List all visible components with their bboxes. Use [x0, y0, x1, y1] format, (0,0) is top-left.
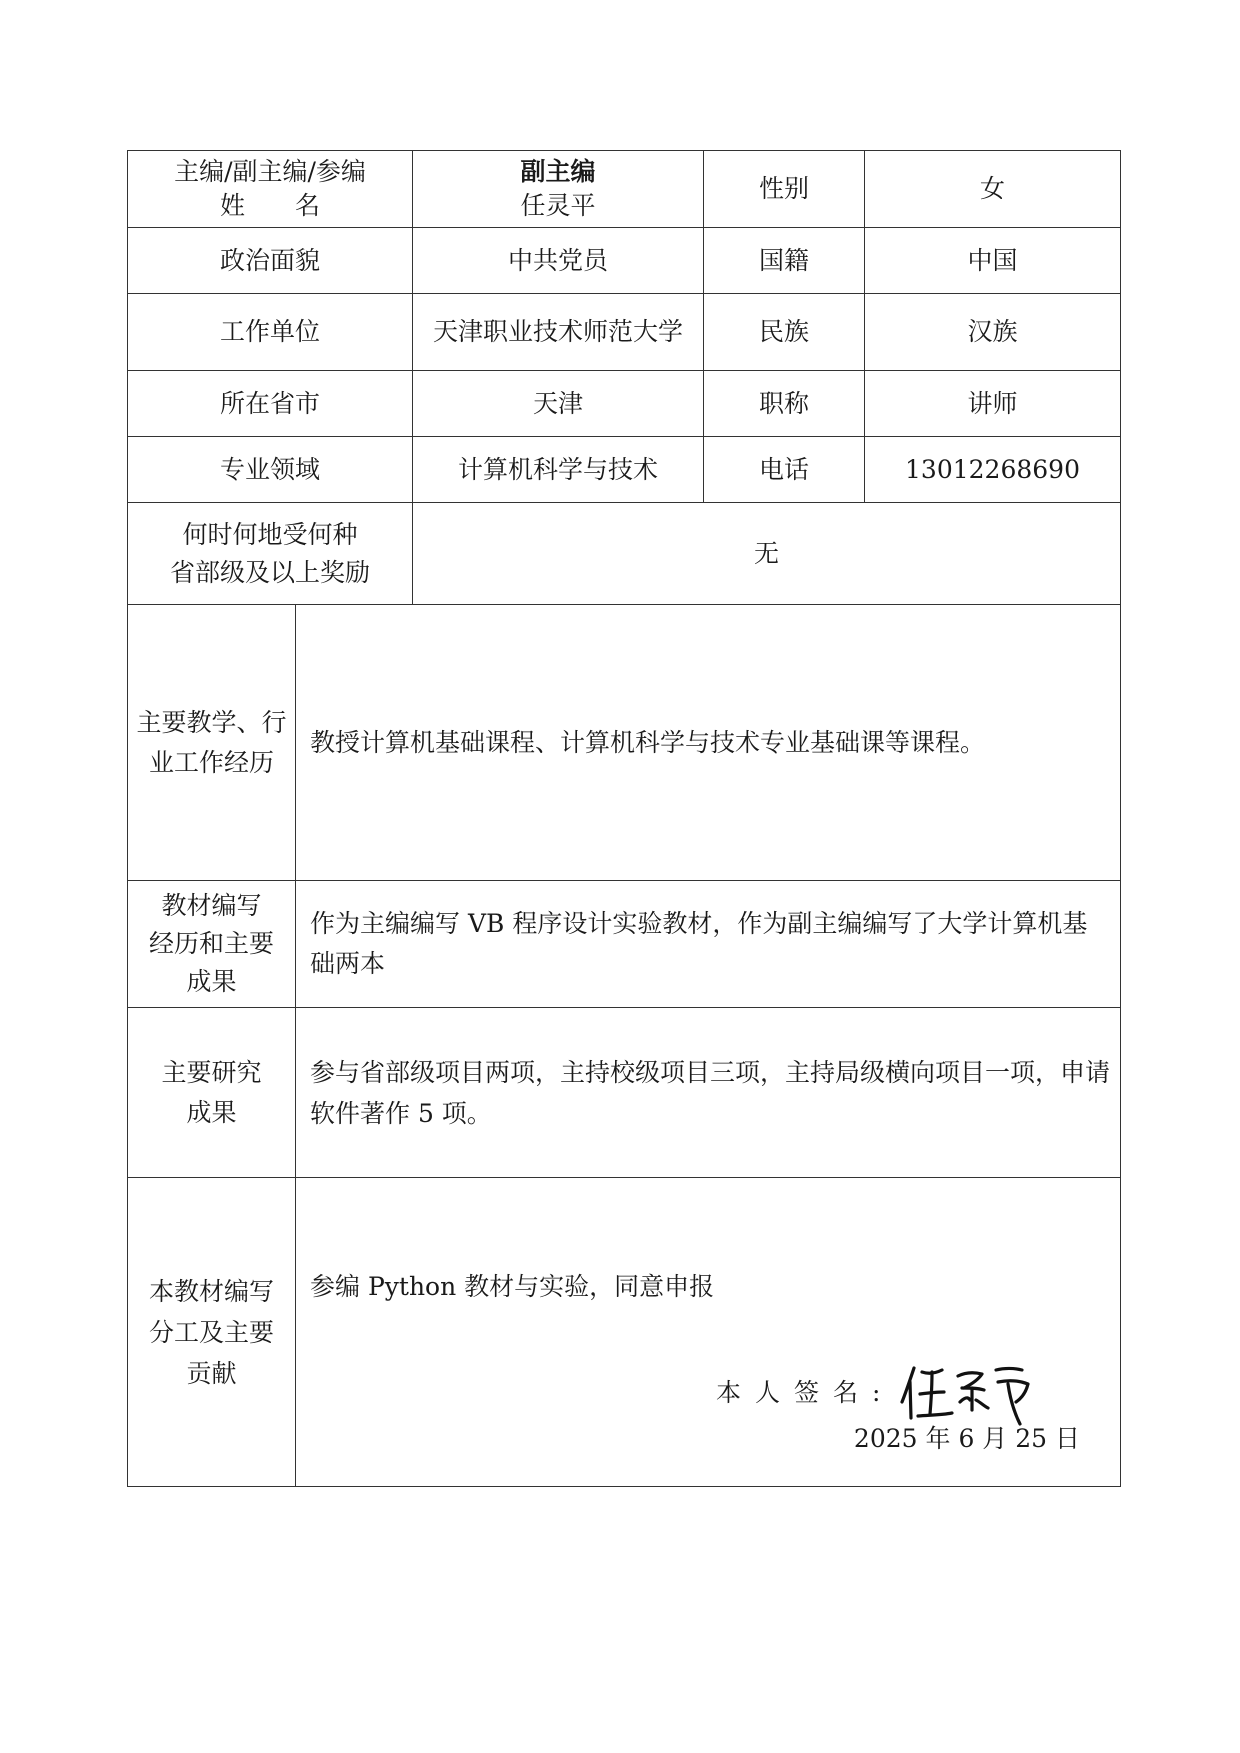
- research-value: 参与省部级项目两项，主持校级项目三项，主持局级横向项目一项，申请软件著作 5 项。: [310, 1057, 1111, 1128]
- org-label-cell: [127, 293, 413, 371]
- nationality-value-cell: [864, 227, 1121, 294]
- city-value-cell: [412, 370, 704, 437]
- title-label-cell: [703, 370, 865, 437]
- field-label: 专业领域: [219, 454, 320, 484]
- experience-value: 教授计算机基础课程、计算机科学与技术专业基础课等课程。: [310, 727, 986, 757]
- contribution-value: 参编 Python 教材与实验，同意申报: [310, 1272, 715, 1301]
- signature-date: 2025 年 6 月 25 日: [853, 1424, 1080, 1453]
- award-label-line2: 省部级及以上奖励: [169, 557, 370, 587]
- textbook-value-cell: [295, 880, 1121, 1008]
- city-label-cell: [127, 370, 413, 437]
- field-label-cell: [127, 436, 413, 503]
- research-label-cell: [127, 1007, 296, 1178]
- nationality-value: 中国: [967, 245, 1018, 275]
- role-label: 主编/副主编/参编: [174, 157, 366, 186]
- org-label: 工作单位: [219, 317, 320, 346]
- politics-label: 政治面貌: [219, 245, 320, 275]
- phone-label-cell: [703, 436, 865, 503]
- field-value-cell: [412, 436, 704, 503]
- contribution-label-line3: 贡献: [186, 1358, 237, 1388]
- title-value-cell: [864, 370, 1121, 437]
- textbook-label-cell: [127, 880, 296, 1008]
- ethnic-label-cell: [703, 293, 865, 371]
- phone-label: 电话: [758, 454, 809, 484]
- contribution-label-cell: [127, 1177, 296, 1487]
- textbook-label-line3: 成果: [186, 967, 237, 996]
- name-value: 任灵平: [520, 191, 596, 220]
- role-name-label-cell: [127, 150, 413, 228]
- gender-label: 性别: [758, 174, 809, 203]
- contribution-label-line1: 本教材编写: [148, 1276, 274, 1306]
- research-label-line2: 成果: [186, 1097, 237, 1127]
- signature-label: 本人签名:: [716, 1378, 895, 1407]
- award-value-cell: [412, 502, 1121, 605]
- experience-value-cell: [295, 604, 1121, 881]
- experience-label-line1: 主要教学、行: [136, 707, 287, 737]
- handwritten-signature: [898, 1358, 1048, 1428]
- title-value: 讲师: [967, 388, 1018, 418]
- ethnic-label: 民族: [758, 317, 809, 346]
- nationality-label-cell: [703, 227, 865, 294]
- textbook-label-line1: 教材编写: [161, 891, 262, 920]
- org-value: 天津职业技术师范大学: [432, 317, 683, 346]
- award-value: 无: [753, 538, 779, 568]
- role-name-value-cell: [412, 150, 704, 228]
- gender-value-cell: [864, 150, 1121, 228]
- experience-label-cell: [127, 604, 296, 881]
- city-value: 天津: [532, 388, 583, 418]
- field-value: 计算机科学与技术: [457, 454, 658, 484]
- research-value-cell: [295, 1007, 1121, 1178]
- research-label-line1: 主要研究: [161, 1057, 262, 1087]
- role-value: 副主编: [520, 157, 596, 186]
- contribution-value-cell: [295, 1177, 1121, 1487]
- title-label: 职称: [758, 388, 809, 418]
- ethnic-value: 汉族: [967, 317, 1018, 346]
- ethnic-value-cell: [864, 293, 1121, 371]
- city-label: 所在省市: [219, 388, 320, 418]
- award-label-cell: [127, 502, 413, 605]
- contribution-label-line2: 分工及主要: [148, 1317, 274, 1347]
- award-label-line1: 何时何地受何种: [182, 519, 358, 549]
- name-label: 姓 名: [219, 191, 320, 220]
- signature-row: [716, 1358, 1048, 1428]
- phone-value-cell: [864, 436, 1121, 503]
- textbook-value: 作为主编编写 VB 程序设计实验教材，作为副主编编写了大学计算机基础两本: [310, 909, 1088, 978]
- experience-label-line2: 业工作经历: [148, 747, 274, 777]
- org-value-cell: [412, 293, 704, 371]
- gender-label-cell: [703, 150, 865, 228]
- gender-value: 女: [979, 174, 1005, 203]
- phone-value: 13012268690: [905, 454, 1080, 484]
- politics-label-cell: [127, 227, 413, 294]
- textbook-label-line2: 经历和主要: [148, 929, 274, 958]
- politics-value: 中共党员: [507, 245, 608, 275]
- politics-value-cell: [412, 227, 704, 294]
- nationality-label: 国籍: [758, 245, 809, 275]
